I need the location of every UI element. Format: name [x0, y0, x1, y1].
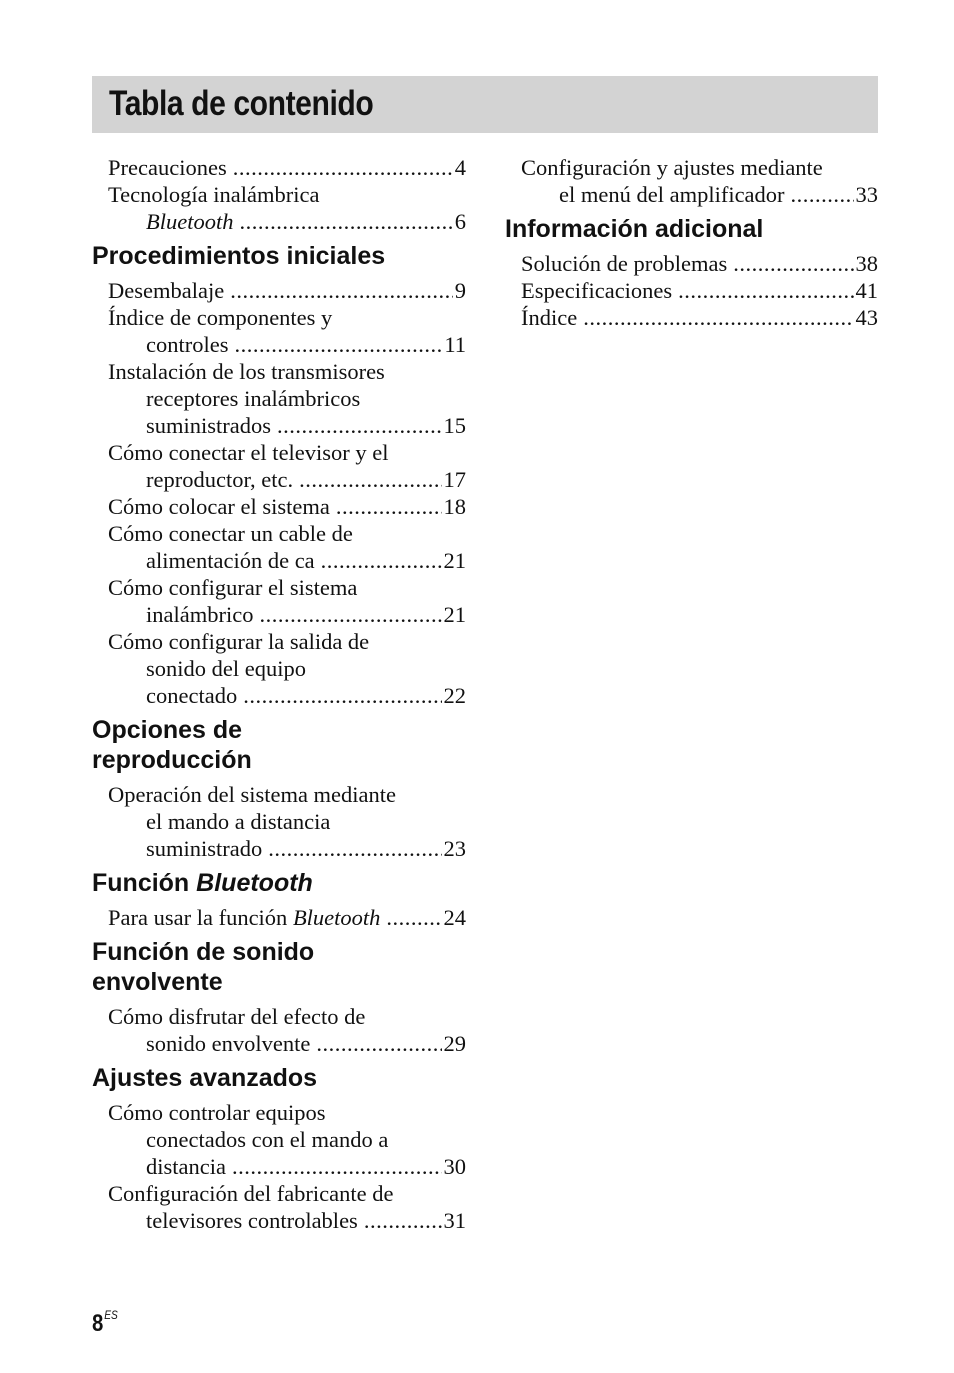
dot-leader: [678, 277, 853, 304]
page-number: 15: [443, 413, 466, 438]
page-title: Tabla de contenido: [109, 84, 374, 123]
page-number: 38: [855, 251, 878, 276]
page-number: 11: [444, 332, 466, 357]
section-heading: Ajustes avanzados: [92, 1064, 318, 1092]
page-footer: [92, 1308, 118, 1338]
dot-leader: [232, 1153, 442, 1180]
dot-leader: [234, 331, 442, 358]
section-heading: Función de sonido envolvente: [92, 938, 315, 996]
page-number: 41: [855, 278, 878, 303]
dot-leader: [243, 682, 441, 709]
page-number: 21: [443, 548, 466, 573]
page-number: 33: [855, 182, 878, 207]
dot-leader: [230, 277, 453, 304]
toc-entry[interactable]: Solución de problemas ..... 38: [505, 250, 878, 277]
toc-entry[interactable]: Configuración del fabricante de televisores controlables ..... 31: [92, 1180, 466, 1234]
toc-entry[interactable]: Para usar la función Bluetooth ..... 24: [92, 904, 466, 931]
section-heading: Función Bluetooth: [92, 869, 313, 897]
toc-entry[interactable]: Cómo disfrutar del efecto de sonido envolvente ..... 29: [92, 1003, 466, 1057]
dot-leader: [259, 601, 441, 628]
language-suffix: ES: [104, 1308, 118, 1322]
page-number: 29: [443, 1031, 466, 1056]
dot-leader: [316, 1030, 441, 1057]
dot-leader: [233, 154, 453, 181]
dot-leader: [733, 250, 853, 277]
toc-entry[interactable]: Cómo conectar un cable de alimentación de ca ..... 21: [92, 520, 466, 574]
toc-left-column: [92, 154, 466, 1234]
toc-entry[interactable]: Configuración y ajustes mediante el menú del amplificador ..... 33: [505, 154, 878, 208]
page-number: 18: [443, 494, 466, 519]
toc-entry[interactable]: Operación del sistema mediante el mando a distancia suministrado ..... 23: [92, 781, 466, 862]
page-number: 6: [454, 209, 466, 234]
toc-entry[interactable]: Índice de componentes y controles ..... 11: [92, 304, 466, 358]
dot-leader: [299, 466, 441, 493]
toc-entry[interactable]: Índice ..... 43: [505, 304, 878, 331]
toc-entry[interactable]: Especificaciones ..... 41: [505, 277, 878, 304]
page-number: 24: [443, 905, 466, 930]
dot-leader: [791, 181, 854, 208]
page-number: 30: [443, 1154, 466, 1179]
page-number: 22: [443, 683, 466, 708]
dot-leader: [336, 493, 442, 520]
dot-leader: [364, 1207, 442, 1234]
page-number: 23: [443, 836, 466, 861]
toc-entry[interactable]: Desembalaje ..... 9: [92, 277, 466, 304]
page-number: 17: [443, 467, 466, 492]
toc-entry[interactable]: Cómo conectar el televisor y el reproductor, etc. ..... 17: [92, 439, 466, 493]
toc-entry[interactable]: Cómo configurar la salida de sonido del equipo conectado ..... 22: [92, 628, 466, 709]
title-bar: [92, 76, 878, 133]
page-number: 43: [855, 305, 878, 330]
page-number: 9: [454, 278, 466, 303]
toc-entry[interactable]: Cómo configurar el sistema inalámbrico ..... 21: [92, 574, 466, 628]
toc-entry[interactable]: Tecnología inalámbrica Bluetooth ..... 6: [92, 181, 466, 235]
footer-page-number: 8: [92, 1310, 104, 1337]
dot-leader: [583, 304, 853, 331]
dot-leader: [239, 208, 452, 235]
dot-leader: [386, 904, 441, 931]
dot-leader: [277, 412, 441, 439]
toc-entry[interactable]: Cómo colocar el sistema ..... 18: [92, 493, 466, 520]
dot-leader: [268, 835, 441, 862]
page-number: 21: [443, 602, 466, 627]
toc-entry[interactable]: Precauciones ..... 4: [92, 154, 466, 181]
toc-entry[interactable]: Cómo controlar equipos conectados con el mando a distancia ..... 30: [92, 1099, 466, 1180]
toc-entry[interactable]: Instalación de los transmisores receptores inalámbricos suministrados ..... 15: [92, 358, 466, 439]
section-heading: Procedimientos iniciales: [92, 242, 386, 270]
section-heading: Información adicional: [505, 215, 764, 243]
dot-leader: [321, 547, 442, 574]
page-number: 31: [443, 1208, 466, 1233]
toc-right-column: [505, 154, 878, 331]
section-heading: Opciones de reproducción: [92, 716, 252, 774]
page-number: 4: [454, 155, 466, 180]
